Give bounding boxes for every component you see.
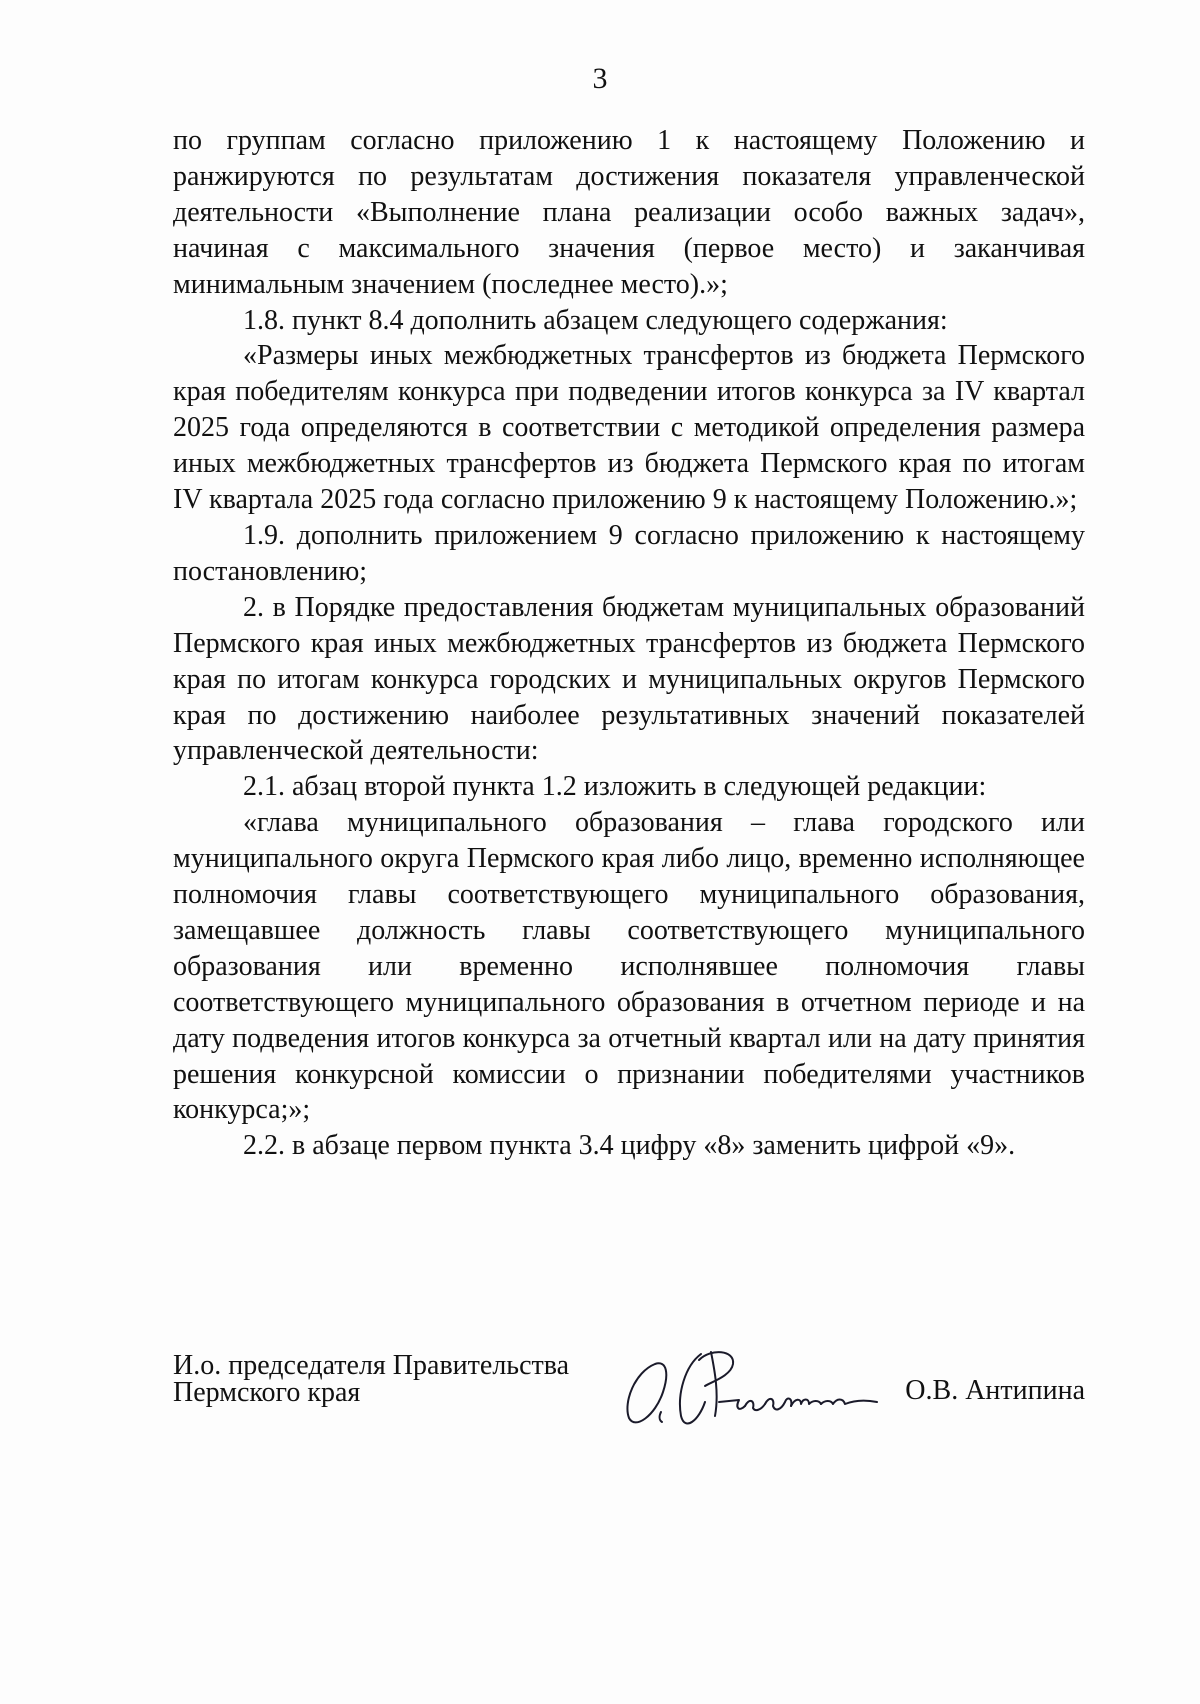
paragraph-item-2-1: 2.1. абзац второй пункта 1.2 изложить в следующей редакции: (243, 771, 987, 803)
signature-block (173, 1352, 1085, 1462)
page-number: 3 (592, 62, 608, 95)
signer-name: О.В. Антипина (905, 1375, 1085, 1406)
signer-title (173, 1352, 569, 1406)
paragraph-quote-head: «глава муниципального образования – глава городского или муниципального округа Пермского края либо лицо, временно исполняющее полномочия главы соответствующего муниципального образования, замещавшее должность главы соответствующего муниципального образования или временно исполнявшее полномочия главы соответствующего муниципального образования в отчетном периоде и на дату подведения итогов конкурса за отчетный квартал или на дату принятия решения конкурсной комиссии о признании победителями участников конкурса;»; (173, 807, 1085, 1126)
paragraph-item-1-9: 1.9. дополнить приложением 9 согласно приложению к настоящему постановлению; (173, 519, 1085, 587)
paragraph-item-2: 2. в Порядке предоставления бюджетам муниципальных образований Пермского края иных межбюджетных трансфертов из бюджета Пермского края по итогам конкурса городских и муниципальных округов Пермского края по достижению наиболее результативных значений показателей управленческой деятельности: (173, 591, 1085, 767)
paragraph-continuation: по группам согласно приложению 1 к настоящему Положению и ранжируются по результатам достижения показателя управленческой деятельности «Выполнение плана реализации особо важных задач», начиная с максимального значения (первое место) и заканчивая минимальным значением (последнее место).»; (173, 125, 1085, 300)
paragraph-quote-transfers: «Размеры иных межбюджетных трансфертов из бюджета Пермского края победителям конкурса при подведении итогов конкурса за IV квартал 2025 года определяются в соответствии с методикой определения размера иных межбюджетных трансфертов из бюджета Пермского края по итогам IV квартала 2025 года согласно приложению 9 к настоящему Положению.»; (173, 340, 1085, 516)
paragraph-item-2-2: 2.2. в абзаце первом пункта 3.4 цифру «8» заменить цифрой «9». (243, 1130, 1016, 1162)
signer-title-line-1: И.о. председателя Правительства (173, 1350, 570, 1381)
paragraph-item-1-8: 1.8. пункт 8.4 дополнить абзацем следующего содержания: (243, 304, 948, 336)
signer-title-line-2: Пермского края (173, 1377, 361, 1408)
handwritten-signature (615, 1342, 915, 1432)
document-body (173, 123, 1085, 1164)
